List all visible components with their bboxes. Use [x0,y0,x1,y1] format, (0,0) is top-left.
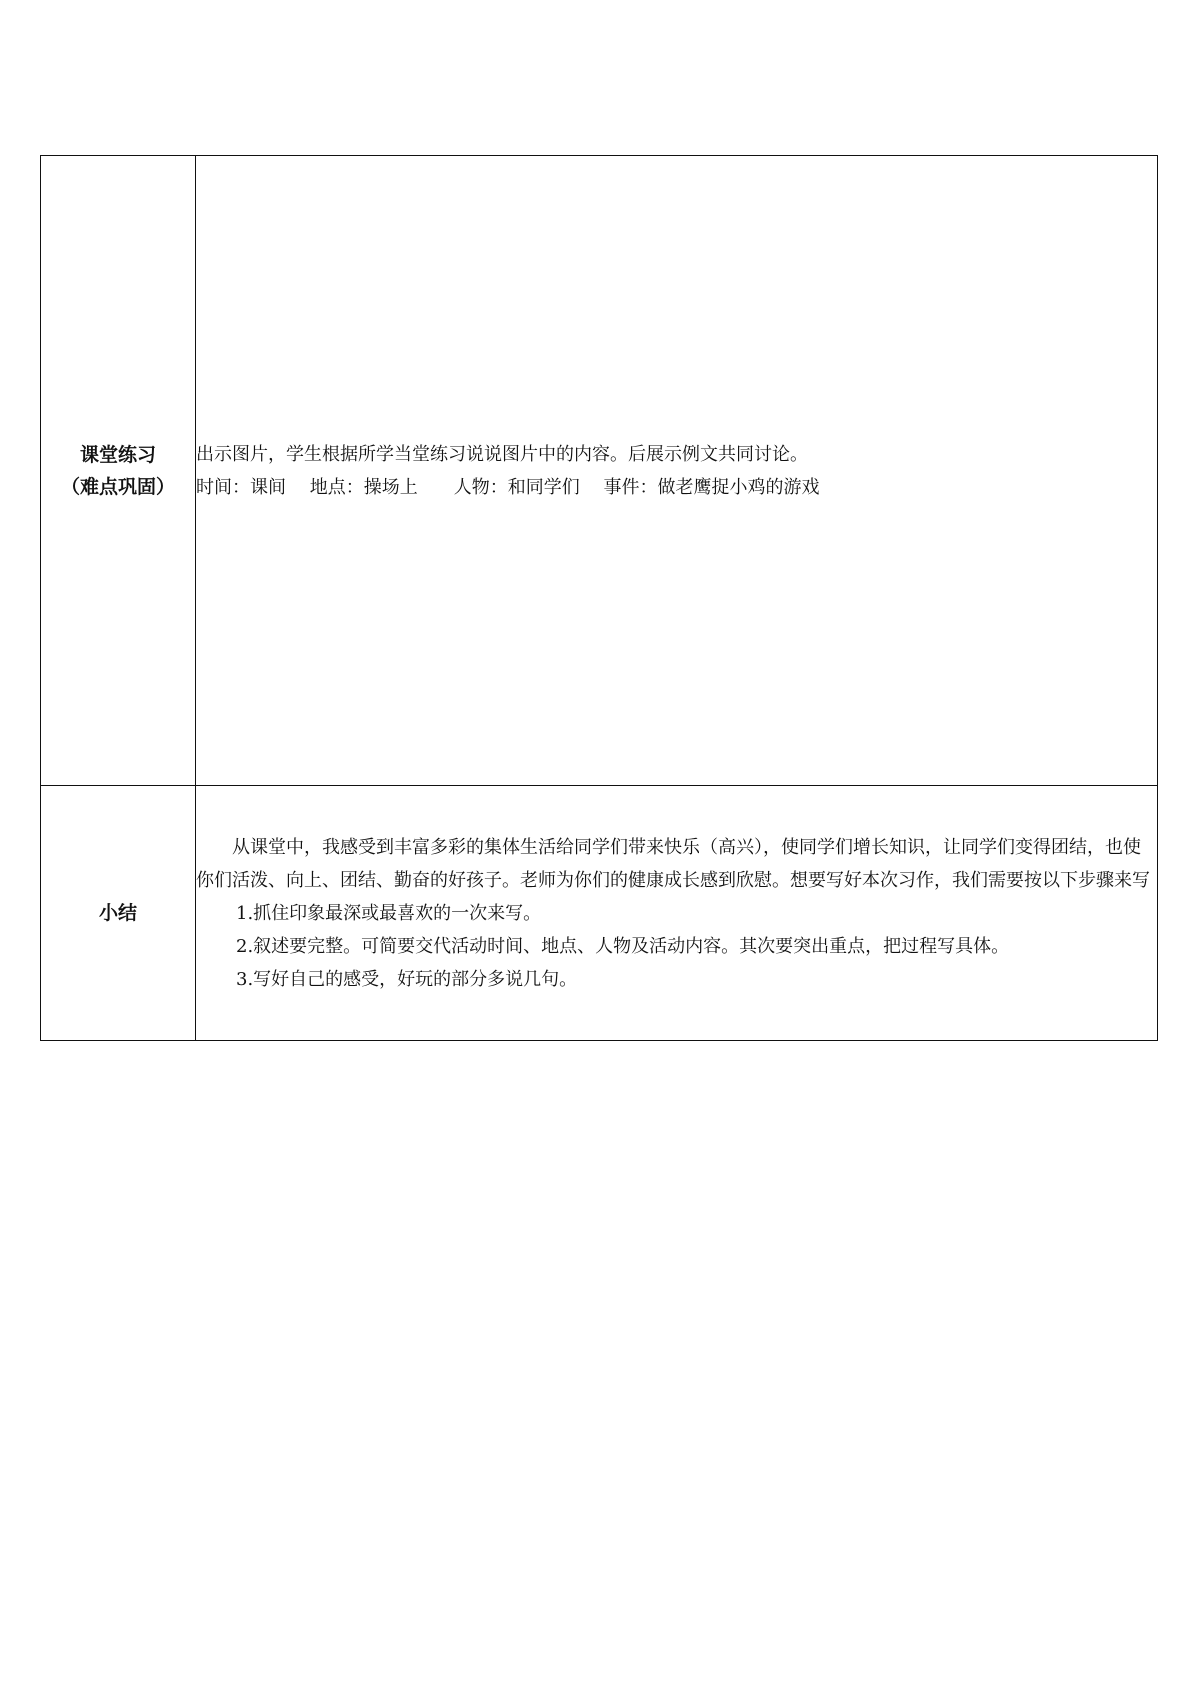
practice-elements: 时间：课间 地点：操场上 人物：和同学们 事件：做老鹰捉小鸡的游戏 [196,476,820,498]
practice-row [41,156,1158,786]
summary-step-3: 3.写好自己的感受，好玩的部分多说几句。 [236,968,578,990]
practice-instruction: 出示图片，学生根据所学当堂练习说说图片中的内容。后展示例文共同讨论。 [196,443,808,465]
practice-sublabel: （难点巩固） [60,475,175,498]
lesson-plan-table [40,155,1158,1041]
summary-label: 小结 [98,902,137,924]
practice-content-cell [196,156,1158,786]
summary-intro: 从课堂中，我感受到丰富多彩的集体生活给同学们带来快乐（高兴），使同学们增长知识，让同学们变得团结，也使你们活泼、向上、团结、勤奋的好孩子。老师为你们的健康成长感到欣慰。想要写好本次习作，我们需要按以下步骤来写 [196,836,1150,891]
summary-content-cell [196,786,1158,1041]
summary-row [41,786,1158,1041]
practice-label: 课堂练习 [79,443,156,466]
practice-label-cell [41,156,196,786]
summary-step-1: 1.抓住印象最深或最喜欢的一次来写。 [236,902,542,924]
summary-label-cell [41,786,196,1041]
summary-step-2: 2.叙述要完整。可简要交代活动时间、地点、人物及活动内容。其次要突出重点，把过程写具体。 [236,935,1010,957]
